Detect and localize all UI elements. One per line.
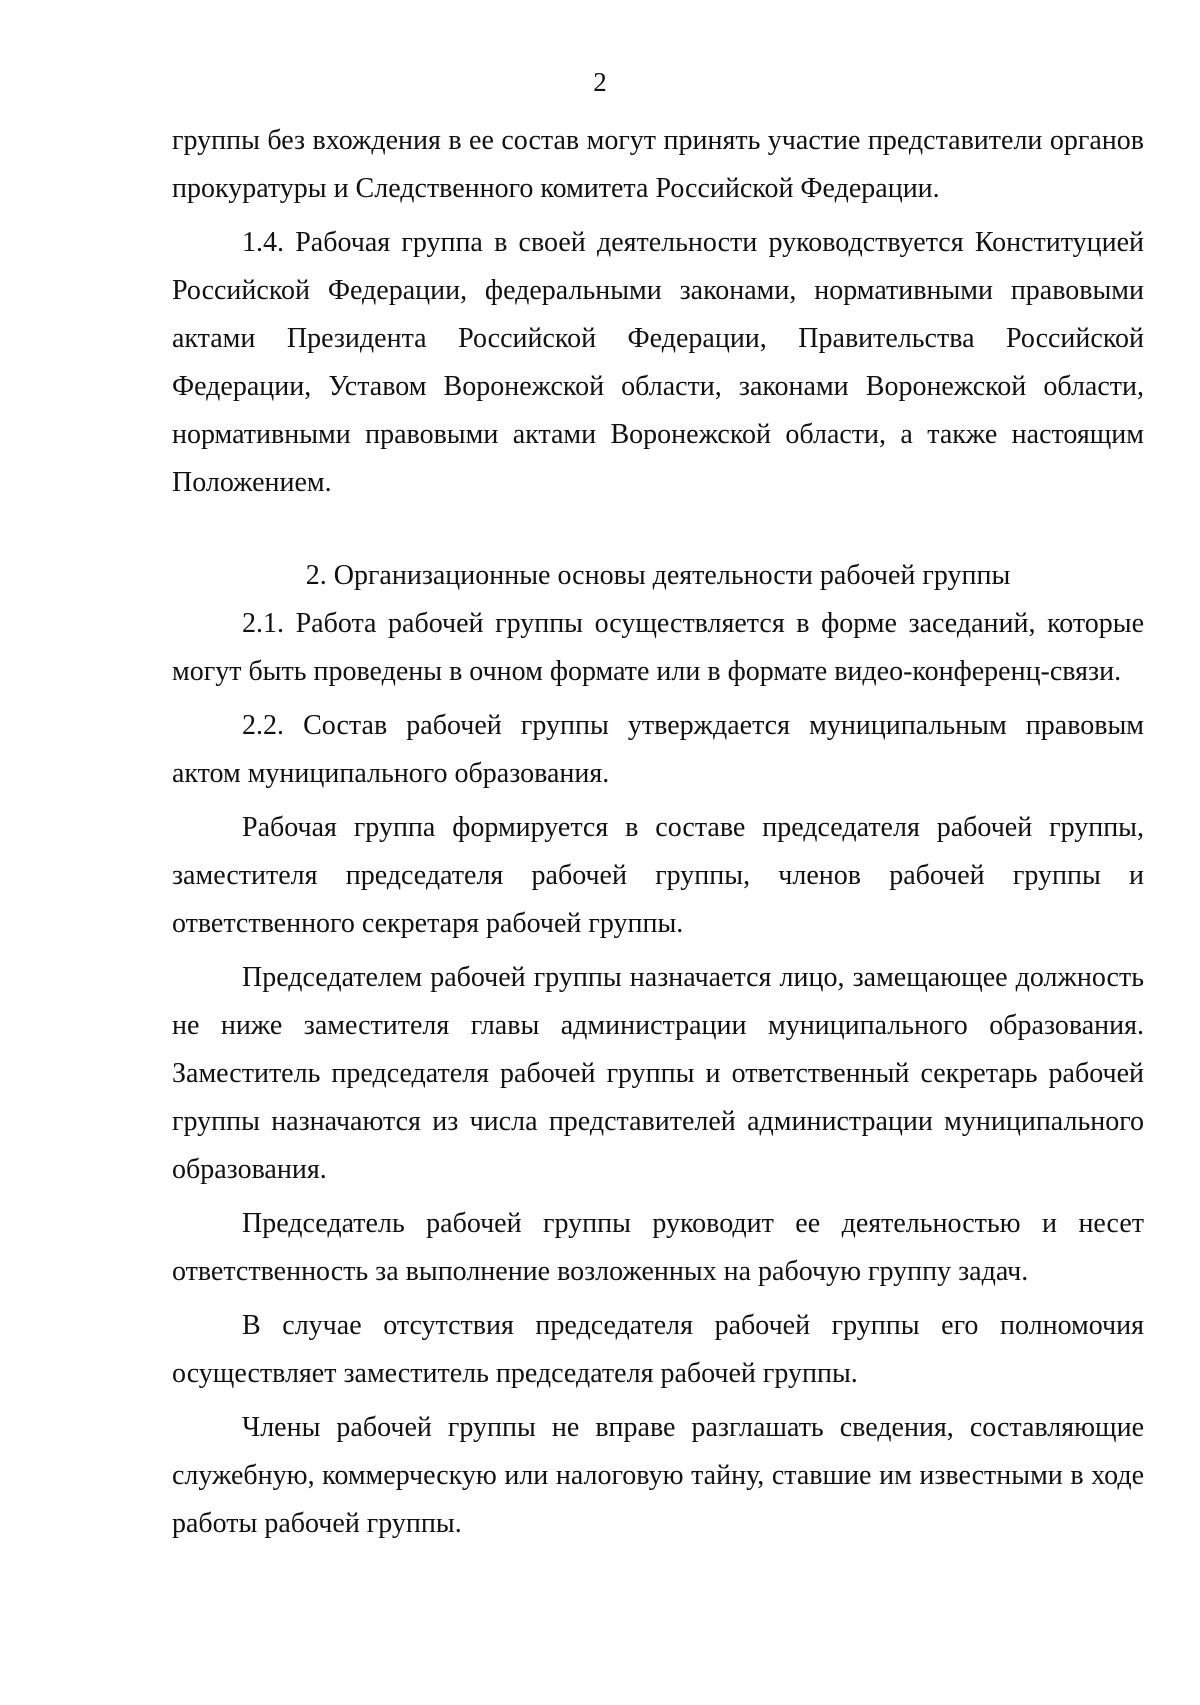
paragraph-chairman-absence: В случае отсутствия председателя рабочей группы его полномочия осуществляет заместитель председателя рабочей группы.	[172, 1310, 1144, 1389]
paragraph-chairman-appointment: Председателем рабочей группы назначается лицо, замещающее должность не ниже заместителя главы администрации муниципального образования. Заместитель председателя рабочей группы и ответственный секретарь рабочей группы назначаются из числа представителей администрации муниципального образования.	[172, 962, 1144, 1185]
paragraph-2-1: 2.1. Работа рабочей группы осуществляется в форме заседаний, которые могут быть проведены в очном формате или в формате видео-конференц-связи.	[172, 608, 1144, 687]
section-heading: 2. Организационные основы деятельности рабочей группы	[305, 560, 1011, 591]
page-number: 2	[593, 67, 607, 97]
paragraph-confidentiality: Члены рабочей группы не вправе разглашать сведения, составляющие служебную, коммерческую или налоговую тайну, ставшие им известными в ходе работы рабочей группы.	[172, 1412, 1144, 1539]
paragraph-composition: Рабочая группа формируется в составе председателя рабочей группы, заместителя председателя рабочей группы, членов рабочей группы и ответственного секретаря рабочей группы.	[172, 812, 1144, 939]
paragraph-1-4: 1.4. Рабочая группа в своей деятельности руководствуется Конституцией Российской Федерации, федеральными законами, нормативными правовыми актами Президента Российской Федерации, Правительства Российской Федерации, Уставом Воронежской области, законами Воронежской области, нормативными правовыми актами Воронежской области, а также настоящим Положением.	[172, 227, 1144, 498]
paragraph-2-2: 2.2. Состав рабочей группы утверждается муниципальным правовым актом муниципального образования.	[172, 710, 1144, 789]
body-text-section-2	[172, 600, 1144, 1548]
body-text-top	[172, 117, 1144, 507]
paragraph-chairman-duties: Председатель рабочей группы руководит ее деятельностью и несет ответственность за выполнение возложенных на рабочую группу задач.	[172, 1208, 1144, 1287]
paragraph-continuation: группы без вхождения в ее состав могут принять участие представители органов прокуратуры и Следственного комитета Российской Федерации.	[172, 125, 1144, 204]
